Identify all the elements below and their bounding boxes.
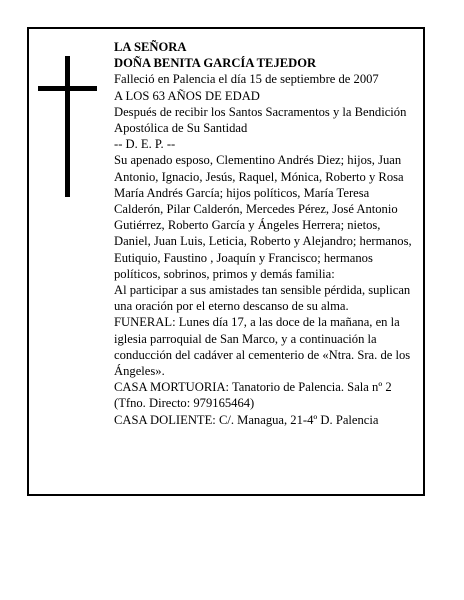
- age-statement: A LOS 63 AÑOS DE EDAD: [114, 88, 260, 103]
- mortuary-details: CASA MORTUORIA: Tanatorio de Palencia. Sala nº 2 (Tfno. Directo: 979165464): [114, 380, 392, 411]
- obituary-text: [114, 39, 418, 428]
- deceased-title: LA SEÑORA: [114, 40, 187, 54]
- prayer-request: Al participar a sus amistades tan sensible pérdida, suplican una oración por el eterno descanso de su alma.: [114, 283, 411, 314]
- home-address: CASA DOLIENTE: C/. Managua, 21-4º D. Palencia: [114, 412, 379, 427]
- cross-vertical-bar: [65, 56, 70, 197]
- rip-line: -- D. E. P. --: [114, 137, 176, 152]
- deceased-name: DOÑA BENITA GARCÍA TEJEDOR: [114, 56, 317, 71]
- cross-horizontal-bar: [38, 86, 97, 91]
- sacraments-statement: Después de recibir los Santos Sacramentos y la Bendición Apostólica de Su Santidad: [114, 104, 407, 136]
- funeral-details: FUNERAL: Lunes día 17, a las doce de la mañana, en la iglesia parroquial de San Marco, y a continuación la conducción del cadáver al cementerio de «Ntra. Sra. de los Ángeles».: [114, 315, 411, 379]
- family-paragraph: Su apenado esposo, Clementino Andrés Diez; hijos, Juan Antonio, Ignacio, Jesús, Raquel, Mónica, Roberto y Rosa María Andrés García; hijos políticos, María Teresa Calderón, Pilar Calderón, Mercedes Pérez, José Antonio Gutiérrez, Roberto García y Ángeles Herrera; nietos, Daniel, Juan Luis, Leticia, Roberto y Alejandro; hermanos, Eutiquio, Faustino , Joaquín y Francisco; hermanos políticos, sobrinos, primos y demás familia:: [114, 153, 412, 281]
- death-statement: Falleció en Palencia el día 15 de septiembre de 2007: [114, 72, 379, 87]
